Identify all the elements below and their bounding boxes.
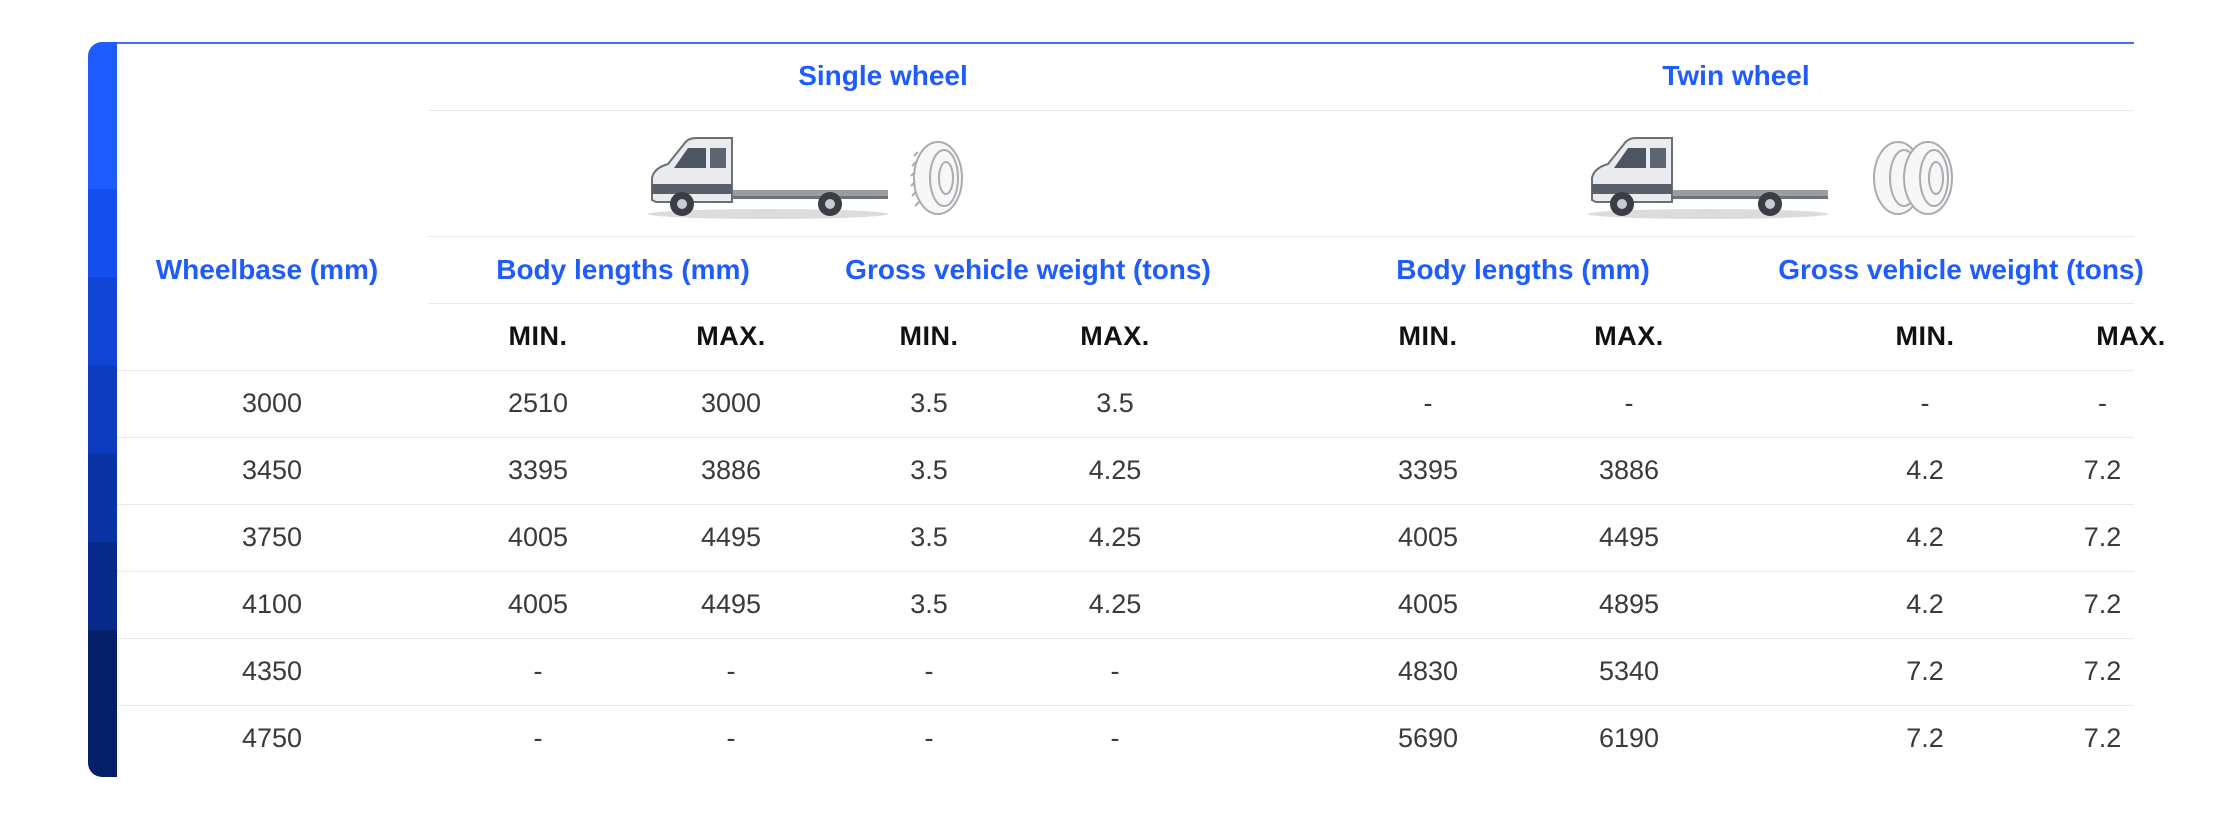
van-chassis-icon	[1588, 138, 1828, 219]
table-cell: -	[924, 656, 934, 686]
table-cell: -	[2098, 388, 2107, 418]
table-cell: 4.2	[1906, 522, 1944, 552]
table-cell: 4.2	[1906, 589, 1944, 619]
table-cell: 7.2	[2083, 455, 2122, 485]
table-cell: 4495	[700, 589, 762, 619]
divider	[428, 110, 2134, 111]
table-cell: 3.5	[910, 589, 948, 619]
table-cell: -	[726, 656, 736, 686]
table-cell: 7.2	[2083, 589, 2122, 619]
table-cell: 4005	[1397, 589, 1459, 619]
table-cell: 7.2	[1906, 723, 1944, 753]
single-body-lengths-header: Body lengths (mm)	[496, 253, 750, 285]
table-cell: 4005	[1397, 522, 1459, 552]
table-cell: -	[1110, 723, 1120, 753]
table-cell: 3.5	[910, 522, 948, 552]
max-label: MAX.	[1594, 321, 1664, 351]
table-cell: 3450	[241, 455, 303, 485]
max-label: MAX.	[2096, 321, 2166, 351]
table-cell: -	[1110, 656, 1120, 686]
table-cell: 7.2	[2083, 656, 2122, 686]
table-cell: 3395	[507, 455, 569, 485]
table-cell: 6190	[1598, 723, 1660, 753]
max-label: MAX.	[696, 321, 766, 351]
max-label: MAX.	[1080, 321, 1150, 351]
table-cell: 4005	[507, 589, 569, 619]
table-cell: 4750	[241, 723, 303, 753]
table-cell: 3395	[1397, 455, 1459, 485]
specification-table	[88, 42, 2166, 777]
accent-side-bar	[88, 42, 117, 777]
table-cell: 3.5	[910, 388, 948, 418]
table-cell: 4.2	[1906, 455, 1944, 485]
group-title-twin-wheel: Twin wheel	[1662, 60, 1810, 91]
table-cell: 4.25	[1088, 589, 1142, 619]
table-cell: 3000	[241, 388, 303, 418]
table-cell: -	[533, 723, 543, 753]
table-cell: 3886	[1598, 455, 1660, 485]
single-tire-icon	[911, 142, 962, 214]
table-cell: -	[924, 723, 934, 753]
table-cell: 2510	[507, 388, 569, 418]
table-cell: 3000	[700, 388, 762, 418]
table-cell: 5340	[1598, 656, 1660, 686]
table-cell: -	[533, 656, 543, 686]
table-cell: 3.5	[1096, 388, 1134, 418]
wheelbase-header: Wheelbase (mm)	[155, 253, 379, 285]
table-cell: 7.2	[2083, 723, 2122, 753]
table-cell: 4005	[507, 522, 569, 552]
group-title-single-wheel: Single wheel	[798, 60, 968, 91]
table-cell: -	[1624, 388, 1634, 418]
van-chassis-icon	[648, 138, 888, 219]
van-chassis-icon	[648, 130, 968, 226]
table-cell: 4350	[241, 656, 303, 686]
min-label: MIN.	[1398, 321, 1458, 351]
table-cell: -	[1920, 388, 1930, 418]
min-label: MIN.	[899, 321, 959, 351]
twin-body-lengths-header: Body lengths (mm)	[1396, 253, 1650, 285]
table-cell: 4.25	[1088, 522, 1142, 552]
table-cell: 7.2	[1906, 656, 1944, 686]
single-gvw-header: Gross vehicle weight (tons)	[845, 253, 1211, 285]
van-chassis-icon	[1588, 130, 1968, 226]
table-cell: 4495	[700, 522, 762, 552]
table-cell: 3886	[700, 455, 762, 485]
table-cell: 7.2	[2083, 522, 2122, 552]
table-cell: 4830	[1397, 656, 1459, 686]
table-cell: 4895	[1598, 589, 1660, 619]
min-label: MIN.	[508, 321, 568, 351]
table-cell: 5690	[1397, 723, 1459, 753]
twin-tire-icon	[1874, 142, 1952, 214]
table-cell: 3.5	[910, 455, 948, 485]
table-cell: 3750	[241, 522, 303, 552]
table-cell: -	[1423, 388, 1433, 418]
min-label: MIN.	[1895, 321, 1955, 351]
twin-gvw-header: Gross vehicle weight (tons)	[1778, 253, 2144, 285]
table-cell: 4100	[241, 589, 303, 619]
table-cell: -	[726, 723, 736, 753]
table-cell: 4495	[1598, 522, 1660, 552]
table-cell: 4.25	[1088, 455, 1142, 485]
